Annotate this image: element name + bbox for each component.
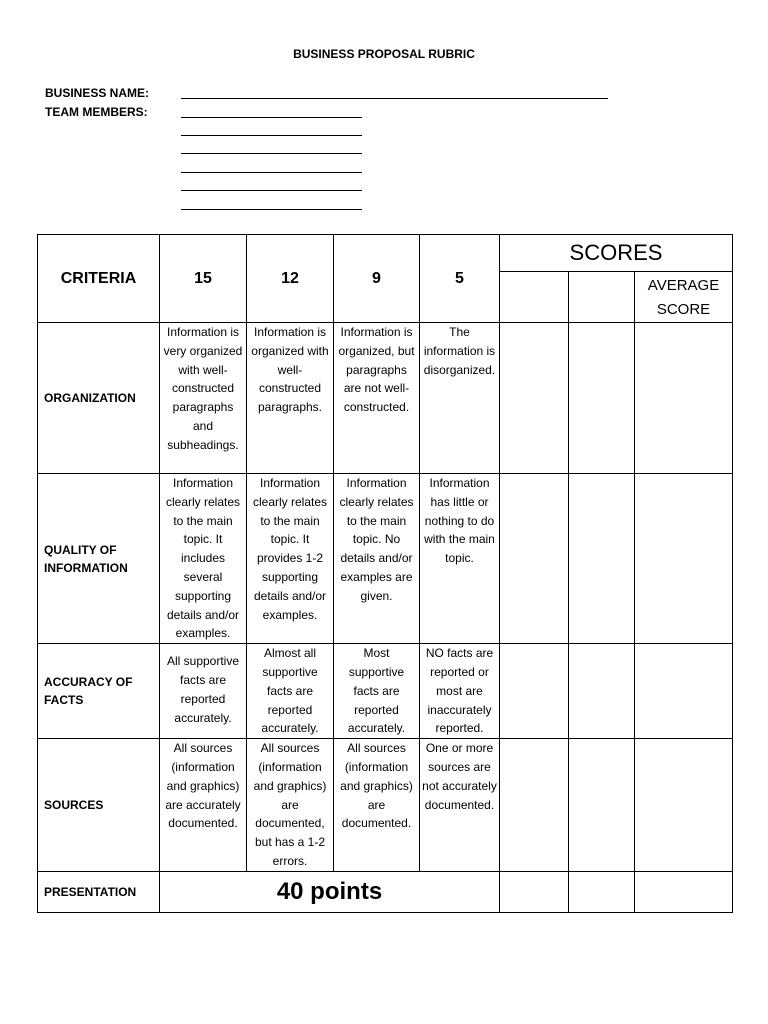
criterion-description: All sources (information and graphics) are accurately documented.	[160, 739, 247, 872]
score-entry-cell[interactable]	[500, 644, 569, 739]
score-entry-cell[interactable]	[500, 871, 569, 912]
average-score-label: AVERAGE SCORE	[635, 272, 733, 323]
score-entry-cell[interactable]	[569, 474, 635, 644]
average-score-cell[interactable]	[635, 739, 733, 872]
score-entry-cell[interactable]	[500, 474, 569, 644]
score-header: 9	[334, 235, 420, 323]
score-entry-cell[interactable]	[569, 644, 635, 739]
criterion-description: Information clearly relates to the main topic. It provides 1-2 supporting details and/or examples.	[247, 474, 334, 644]
average-score-cell[interactable]	[635, 323, 733, 474]
criterion-description: All supportive facts are reported accurately.	[160, 644, 247, 739]
rubric-table	[37, 234, 733, 913]
criterion-label: SOURCES	[38, 739, 160, 872]
criterion-description: Information clearly relates to the main topic. It includes several supporting details and/or examples.	[160, 474, 247, 644]
team-member-line[interactable]	[181, 209, 362, 210]
business-name-line[interactable]	[181, 98, 608, 99]
document-title: BUSINESS PROPOSAL RUBRIC	[293, 47, 475, 61]
business-name-label: BUSINESS NAME:	[45, 86, 150, 100]
criterion-description: Information is organized with well-constructed paragraphs.	[247, 323, 334, 474]
score-header: 5	[420, 235, 500, 323]
criterion-description: Most supportive facts are reported accurately.	[334, 644, 420, 739]
score-entry-cell[interactable]	[569, 739, 635, 872]
criterion-description: Information is very organized with well-constructed paragraphs and subheadings.	[160, 323, 247, 474]
presentation-points: 40 points	[160, 871, 500, 912]
criterion-description: The information is disorganized.	[420, 323, 500, 474]
team-member-line[interactable]	[181, 117, 362, 118]
score-entry-cell[interactable]	[569, 272, 635, 323]
average-score-cell[interactable]	[635, 871, 733, 912]
criterion-label: PRESENTATION	[38, 871, 160, 912]
criterion-label: ACCURACY OF FACTS	[38, 644, 160, 739]
criterion-label: ORGANIZATION	[38, 323, 160, 474]
team-member-line[interactable]	[181, 135, 362, 136]
team-members-label: TEAM MEMBERS:	[45, 105, 148, 119]
score-entry-cell[interactable]	[500, 323, 569, 474]
criterion-description: One or more sources are not accurately documented.	[420, 739, 500, 872]
scores-title: SCORES	[500, 235, 733, 272]
score-entry-cell[interactable]	[569, 323, 635, 474]
team-member-line[interactable]	[181, 153, 362, 154]
criterion-description: Almost all supportive facts are reported accurately.	[247, 644, 334, 739]
criterion-description: All sources (information and graphics) are documented, but has a 1-2 errors.	[247, 739, 334, 872]
criterion-description: Information has little or nothing to do with the main topic.	[420, 474, 500, 644]
score-header: 15	[160, 235, 247, 323]
score-entry-cell[interactable]	[500, 272, 569, 323]
score-header: 12	[247, 235, 334, 323]
criterion-description: Information clearly relates to the main topic. No details and/or examples are given.	[334, 474, 420, 644]
average-score-cell[interactable]	[635, 474, 733, 644]
criterion-description: All sources (information and graphics) are documented.	[334, 739, 420, 872]
team-member-line[interactable]	[181, 172, 362, 173]
criterion-description: NO facts are reported or most are inaccurately reported.	[420, 644, 500, 739]
average-score-cell[interactable]	[635, 644, 733, 739]
criteria-header: CRITERIA	[38, 235, 160, 323]
team-member-line[interactable]	[181, 190, 362, 191]
score-entry-cell[interactable]	[569, 871, 635, 912]
criterion-label: QUALITY OF INFORMATION	[38, 474, 160, 644]
criterion-description: Information is organized, but paragraphs are not well-constructed.	[334, 323, 420, 474]
score-entry-cell[interactable]	[500, 739, 569, 872]
